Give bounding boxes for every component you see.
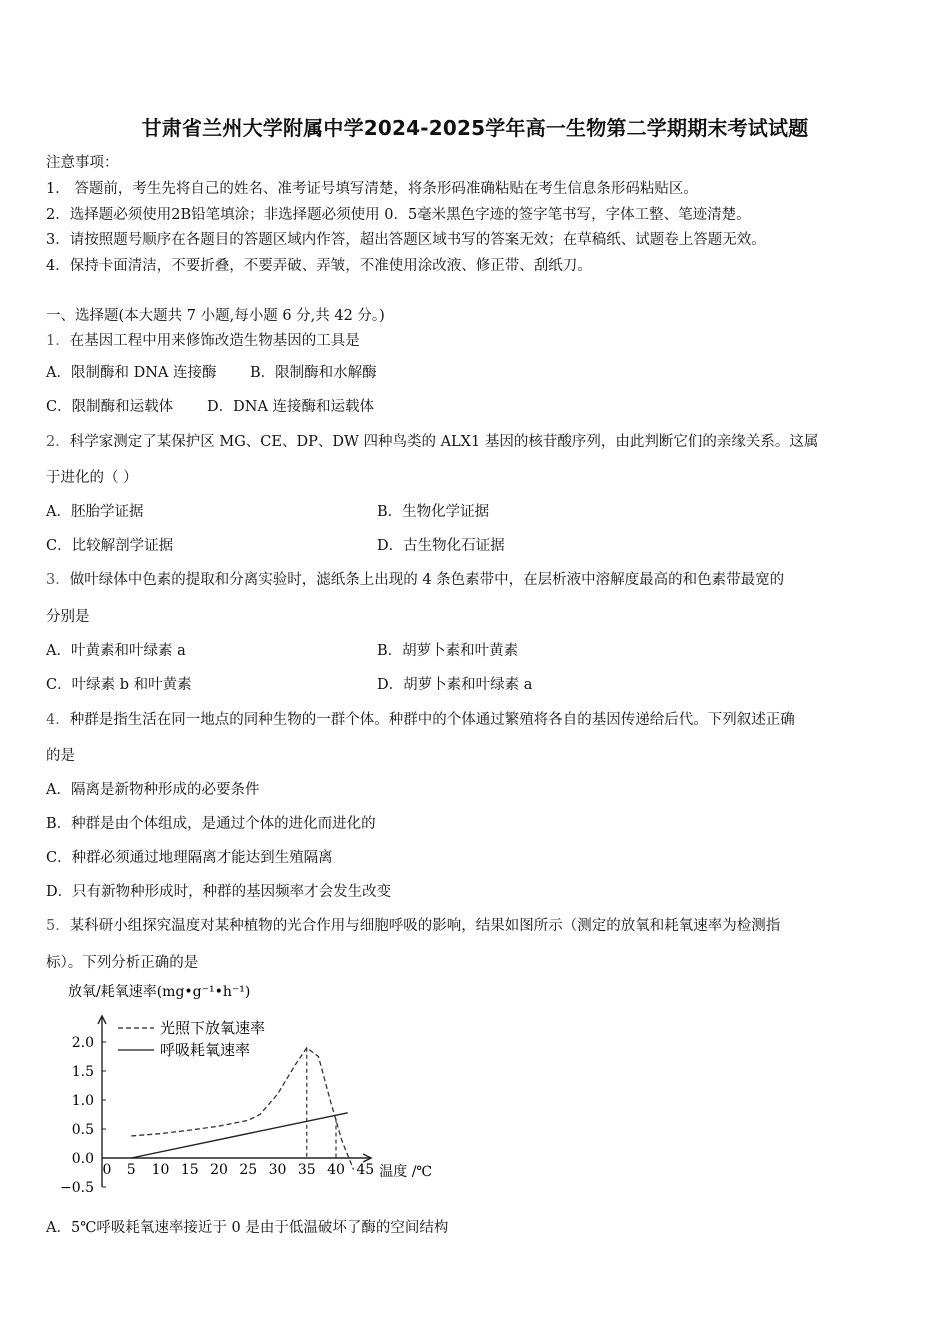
legend-label: 呼吸耗氧速率	[160, 1041, 251, 1059]
notice-heading: 注意事项：	[46, 155, 119, 171]
x-axis-label: 温度 /℃	[379, 1164, 433, 1180]
q1-option-a: A．限制酶和 DNA 连接酶	[46, 365, 217, 381]
q1-option-d: D．DNA 连接酶和运载体	[207, 399, 375, 415]
y-tick-label: 2.0	[71, 1035, 94, 1051]
temperature-rate-chart	[46, 978, 433, 1198]
question-4-cont: 的是	[46, 748, 75, 764]
q4-option-c: C．种群必须通过地理隔离才能达到生殖隔离	[46, 850, 333, 866]
q2-option-d: D．古生物化石证据	[377, 538, 505, 554]
q3-option-b: B．胡萝卜素和叶黄素	[377, 643, 519, 659]
notice-item-2: 2．选择题必须使用2B铅笔填涂；非选择题必须使用 0．5毫米黑色字迹的签字笔书写，字体工整、笔迹清楚。	[46, 207, 751, 223]
question-5	[46, 914, 780, 935]
question-text: 某科研小组探究温度对某种植物的光合作用与细胞呼吸的影响，结果如图所示（测定的放氧和耗氧速率为检测指	[69, 918, 781, 934]
chart-series	[131, 1048, 353, 1170]
chart-title: 放氧/耗氧速率(mg•g⁻¹•h⁻¹)	[68, 984, 251, 1000]
question-number: 5．	[46, 918, 70, 934]
q5-option-a: A．5℃呼吸耗氧速率接近于 0 是由于低温破坏了酶的空间结构	[46, 1220, 449, 1236]
q4-option-b: B．种群是由个体组成，是通过个体的进化而进化的	[46, 816, 376, 832]
x-tick-label: 20	[210, 1162, 228, 1178]
q3-option-c: C．叶绿素 b 和叶黄素	[46, 677, 192, 693]
question-number: 2．	[46, 434, 70, 450]
q1-option-c: C．限制酶和运载体	[46, 399, 174, 415]
question-text: 做叶绿体中色素的提取和分离实验时，滤纸条上出现的 4 条色素带中，在层析液中溶解度最高的和色素带最宽的	[69, 572, 785, 588]
q4-option-a: A．隔离是新物种形成的必要条件	[46, 782, 260, 798]
question-3	[46, 568, 784, 589]
question-text: 科学家测定了某保护区 MG、CE、DP、DW 四种鸟类的 ALX1 基因的核苷酸序列，由此判断它们的亲缘关系。这属	[69, 434, 819, 450]
q2-option-a: A．胚胎学证据	[46, 504, 144, 520]
question-1	[46, 329, 360, 350]
x-tick-label: 35	[297, 1162, 316, 1178]
x-tick-label: 30	[268, 1162, 287, 1178]
x-tick-label: 0	[102, 1162, 112, 1178]
question-5-cont: 标）。下列分析正确的是	[46, 955, 199, 971]
page-title: 甘肃省兰州大学附属中学2024-2025学年高一生物第二学期期末考试试题	[141, 116, 809, 140]
chart-legend	[118, 1019, 265, 1059]
notice-item-4: 4．保持卡面清洁，不要折叠，不要弄破、弄皱，不准使用涂改液、修正带、刮纸刀。	[46, 258, 592, 274]
question-text: 在基因工程中用来修饰改造生物基因的工具是	[69, 333, 360, 349]
question-number: 4．	[46, 712, 70, 728]
x-tick-label: 40	[327, 1162, 345, 1178]
question-text: 种群是指生活在同一地点的同种生物的一群个体。种群中的个体通过繁殖将各自的基因传递给后代。下列叙述正确	[69, 712, 795, 728]
question-3-cont: 分别是	[46, 609, 90, 625]
question-2	[46, 430, 818, 451]
q3-option-a: A．叶黄素和叶绿素 a	[46, 643, 186, 659]
series-respiration-oxygen-consumption	[131, 1113, 347, 1158]
question-number: 3．	[46, 572, 70, 588]
q3-option-d: D．胡萝卜素和叶绿素 a	[377, 677, 533, 693]
notice-item-1: 1． 答题前，考生先将自己的姓名、准考证号填写清楚，将条形码准确粘贴在考生信息条形码粘贴区。	[46, 181, 698, 197]
question-2-cont: 于进化的（ ）	[46, 470, 138, 486]
section-heading: 一、选择题(本大题共 7 小题,每小题 6 分,共 42 分。)	[46, 308, 385, 324]
x-tick-label: 15	[180, 1162, 199, 1178]
x-tick-label: 45	[356, 1162, 375, 1178]
x-tick-label: 10	[151, 1162, 170, 1178]
q2-option-b: B．生物化学证据	[377, 504, 490, 520]
y-tick-label: 1.5	[71, 1064, 94, 1080]
question-number: 1．	[46, 333, 70, 349]
q4-option-d: D．只有新物种形成时，种群的基因频率才会发生改变	[46, 884, 392, 900]
notice-item-3: 3．请按照题号顺序在各题目的答题区域内作答，超出答题区域书写的答案无效；在草稿纸、试题卷上答题无效。	[46, 232, 766, 248]
y-tick-label: −0.5	[60, 1180, 94, 1196]
x-tick-labels	[103, 1162, 433, 1180]
legend-label: 光照下放氧速率	[160, 1019, 266, 1037]
y-tick-labels	[60, 1035, 106, 1196]
x-tick-label: 25	[239, 1162, 258, 1178]
y-tick-label: 0.5	[71, 1122, 94, 1138]
x-tick-label: 5	[126, 1162, 136, 1178]
y-tick-label: 0.0	[71, 1151, 94, 1167]
q2-option-c: C．比较解剖学证据	[46, 538, 174, 554]
question-4	[46, 708, 795, 729]
q1-option-b: B．限制酶和水解酶	[250, 365, 377, 381]
y-tick-label: 1.0	[71, 1093, 94, 1109]
